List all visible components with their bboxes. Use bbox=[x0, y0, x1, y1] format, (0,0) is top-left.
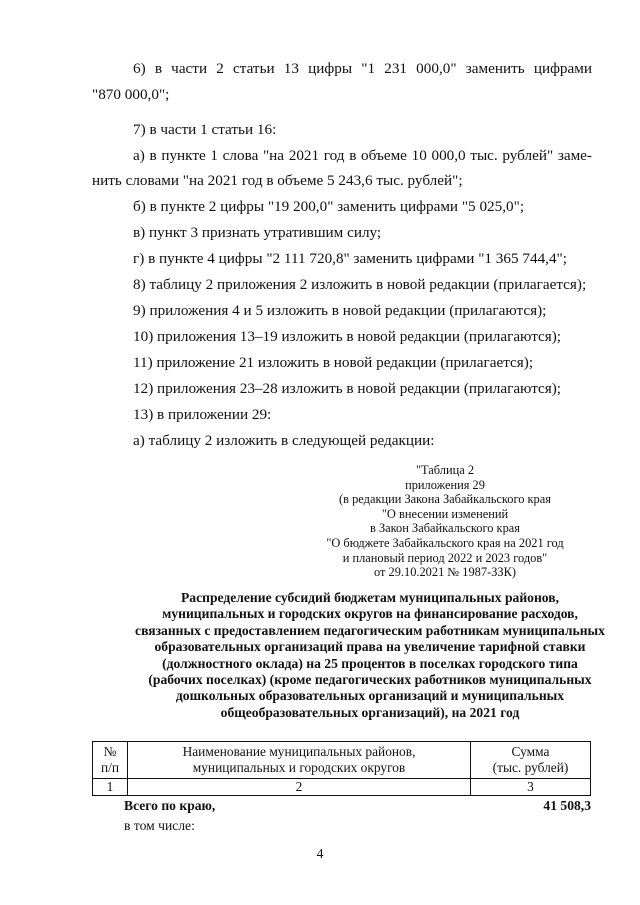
table-title bbox=[105, 590, 635, 721]
header-cell-name bbox=[128, 742, 471, 779]
header-number-line1: № bbox=[103, 744, 117, 759]
caption-line: и плановый период 2022 и 2023 годов" bbox=[342, 550, 548, 565]
total-value: 41 508,3 bbox=[543, 798, 591, 813]
title-line: общеобразовательных организаций), на 2021 год bbox=[220, 704, 520, 720]
title-line: муниципальных и городских округов на финансирование расходов, bbox=[162, 606, 578, 622]
table-index-row bbox=[93, 779, 591, 796]
page-number: 4 bbox=[316, 846, 324, 861]
table-header-row bbox=[93, 742, 591, 779]
header-number-line2: п/п bbox=[100, 760, 120, 775]
caption-line: (в редакции Закона Забайкальского края bbox=[339, 492, 551, 507]
caption-line: от 29.10.2021 № 1987-ЗЗК) bbox=[373, 565, 517, 580]
title-line: дошкольных образовательных организаций и муниципальных bbox=[175, 688, 565, 704]
paragraph-7v: в) пункт 3 признать утратившим силу; bbox=[133, 224, 382, 241]
paragraph-11: 11) приложение 21 изложить в новой редакции (прилагается); bbox=[133, 354, 534, 371]
caption-line: в Закон Забайкальского края bbox=[370, 521, 520, 536]
table-caption bbox=[300, 463, 590, 580]
total-label: Всего по краю, bbox=[124, 798, 216, 813]
paragraph-6-line1: 6) в части 2 статьи 13 цифры "1 231 000,0" заменить цифрами bbox=[133, 60, 592, 77]
header-cell-sum bbox=[471, 742, 591, 779]
paragraph-10: 10) приложения 13–19 изложить в новой редакции (прилагаются); bbox=[133, 328, 562, 345]
paragraph-9: 9) приложения 4 и 5 изложить в новой редакции (прилагаются); bbox=[133, 302, 547, 319]
paragraph-13: 13) в приложении 29: bbox=[133, 406, 272, 423]
title-line: образовательных организаций права на увеличение тарифной ставки bbox=[154, 639, 586, 655]
index-cell: 3 bbox=[471, 779, 591, 796]
paragraph-7: 7) в части 1 статьи 16: bbox=[133, 121, 277, 138]
paragraph-13a: а) таблицу 2 изложить в следующей редакции: bbox=[133, 432, 435, 449]
paragraph-6-line2: "870 000,0"; bbox=[92, 86, 170, 103]
paragraph-7a-line1: а) в пункте 1 слова "на 2021 год в объеме 10 000,0 тыс. рублей" заме- bbox=[133, 147, 592, 164]
total-sub-label: в том числе: bbox=[124, 818, 195, 833]
title-line: Распределение субсидий бюджетам муниципальных районов, bbox=[180, 590, 560, 605]
caption-line: "О бюджете Забайкальского края на 2021 год bbox=[326, 535, 564, 550]
subsidy-table bbox=[92, 741, 591, 796]
index-cell: 2 bbox=[128, 779, 471, 796]
header-sum-line2: (тыс. рублей) bbox=[492, 760, 569, 775]
header-cell-number bbox=[93, 742, 128, 779]
header-sum-line1: Сумма bbox=[511, 744, 550, 759]
title-line: (рабочих поселках) (кроме педагогических работников муниципальных bbox=[148, 672, 592, 688]
paragraph-12: 12) приложения 23–28 изложить в новой редакции (прилагаются); bbox=[133, 380, 562, 397]
caption-line: "Таблица 2 bbox=[415, 463, 475, 477]
index-cell: 1 bbox=[93, 779, 128, 796]
title-line: связанных с предоставлением педагогическим работникам муниципальных bbox=[135, 622, 605, 638]
paragraph-8: 8) таблицу 2 приложения 2 изложить в новой редакции (прилагается); bbox=[133, 276, 587, 293]
paragraph-7a-line2: нить словами "на 2021 год в объеме 5 243,6 тыс. рублей"; bbox=[92, 172, 463, 189]
paragraph-7b: б) в пункте 2 цифры "19 200,0" заменить цифрами "5 025,0"; bbox=[133, 198, 525, 215]
title-line: (должностного оклада) на 25 процентов в поселках городского типа bbox=[162, 655, 578, 671]
caption-line: "О внесении изменений bbox=[381, 506, 509, 521]
paragraph-7g: г) в пункте 4 цифры "2 111 720,8" заменить цифрами "1 365 744,4"; bbox=[133, 250, 567, 267]
caption-line: приложения 29 bbox=[405, 477, 485, 492]
header-name-line1: Наименование муниципальных районов, bbox=[182, 744, 416, 759]
header-name-line2: муниципальных и городских округов bbox=[192, 760, 406, 775]
